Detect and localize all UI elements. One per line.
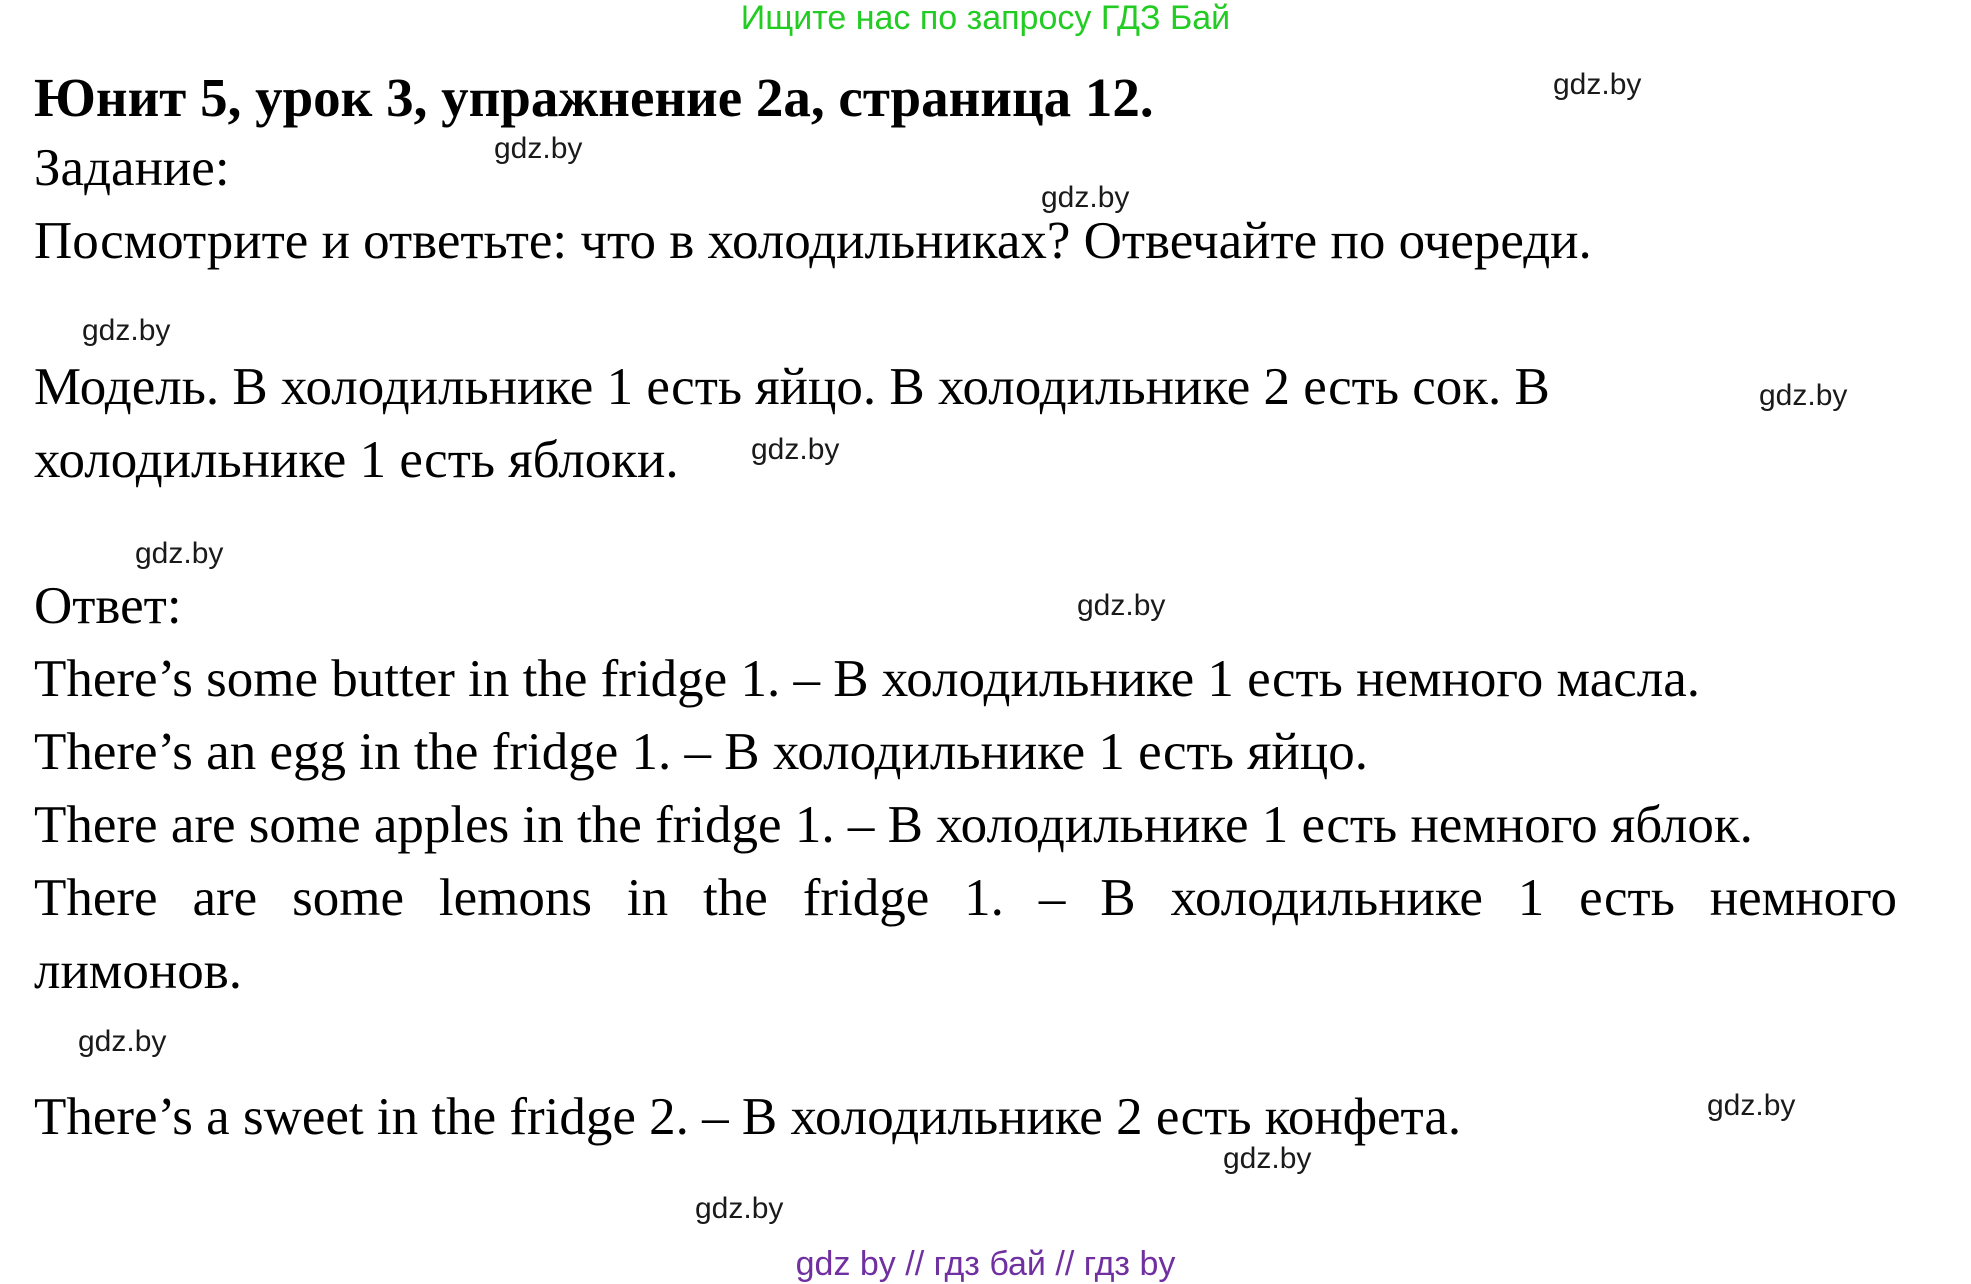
answer-line: There’s some butter in the fridge 1. – В холодильнике 1 есть немного масла.: [34, 650, 1700, 708]
task-label: Задание:: [34, 139, 230, 197]
watermark: gdz.by: [78, 1025, 167, 1058]
watermark: gdz.by: [1223, 1142, 1312, 1175]
answer-line: There are some lemons in the fridge 1. – В холодильнике 1 есть немного: [34, 869, 1897, 927]
watermark: gdz.by: [751, 433, 840, 466]
model-line-1: Модель. В холодильнике 1 есть яйцо. В холодильнике 2 есть сок. В: [34, 358, 1550, 416]
watermark: gdz.by: [494, 132, 583, 165]
task-text: Посмотрите и ответьте: что в холодильниках? Отвечайте по очереди.: [34, 212, 1592, 270]
model-line-2: холодильнике 1 есть яблоки.: [34, 431, 679, 489]
watermark: gdz.by: [1707, 1089, 1796, 1122]
watermark: gdz.by: [135, 537, 224, 570]
answer-line: лимонов.: [34, 942, 242, 1000]
watermark: gdz.by: [1553, 68, 1642, 101]
answer-line: There’s an egg in the fridge 1. – В холодильнике 1 есть яйцо.: [34, 723, 1368, 781]
watermark: gdz.by: [82, 314, 171, 347]
watermark: gdz.by: [1077, 589, 1166, 622]
answer-line: There are some apples in the fridge 1. – В холодильнике 1 есть немного яблок.: [34, 796, 1753, 854]
watermark: gdz.by: [1759, 379, 1848, 412]
top-banner[interactable]: Ищите нас по запросу ГДЗ Бай: [740, 0, 1231, 37]
answer-label: Ответ:: [34, 577, 182, 635]
footer-links[interactable]: gdz by // гдз бай // гдз by: [795, 1245, 1176, 1283]
answer-line: There’s a sweet in the fridge 2. – В холодильнике 2 есть конфета.: [34, 1088, 1462, 1146]
page-title: Юнит 5, урок 3, упражнение 2а, страница 12.: [34, 67, 1154, 128]
watermark: gdz.by: [695, 1192, 784, 1225]
watermark: gdz.by: [1041, 181, 1130, 214]
